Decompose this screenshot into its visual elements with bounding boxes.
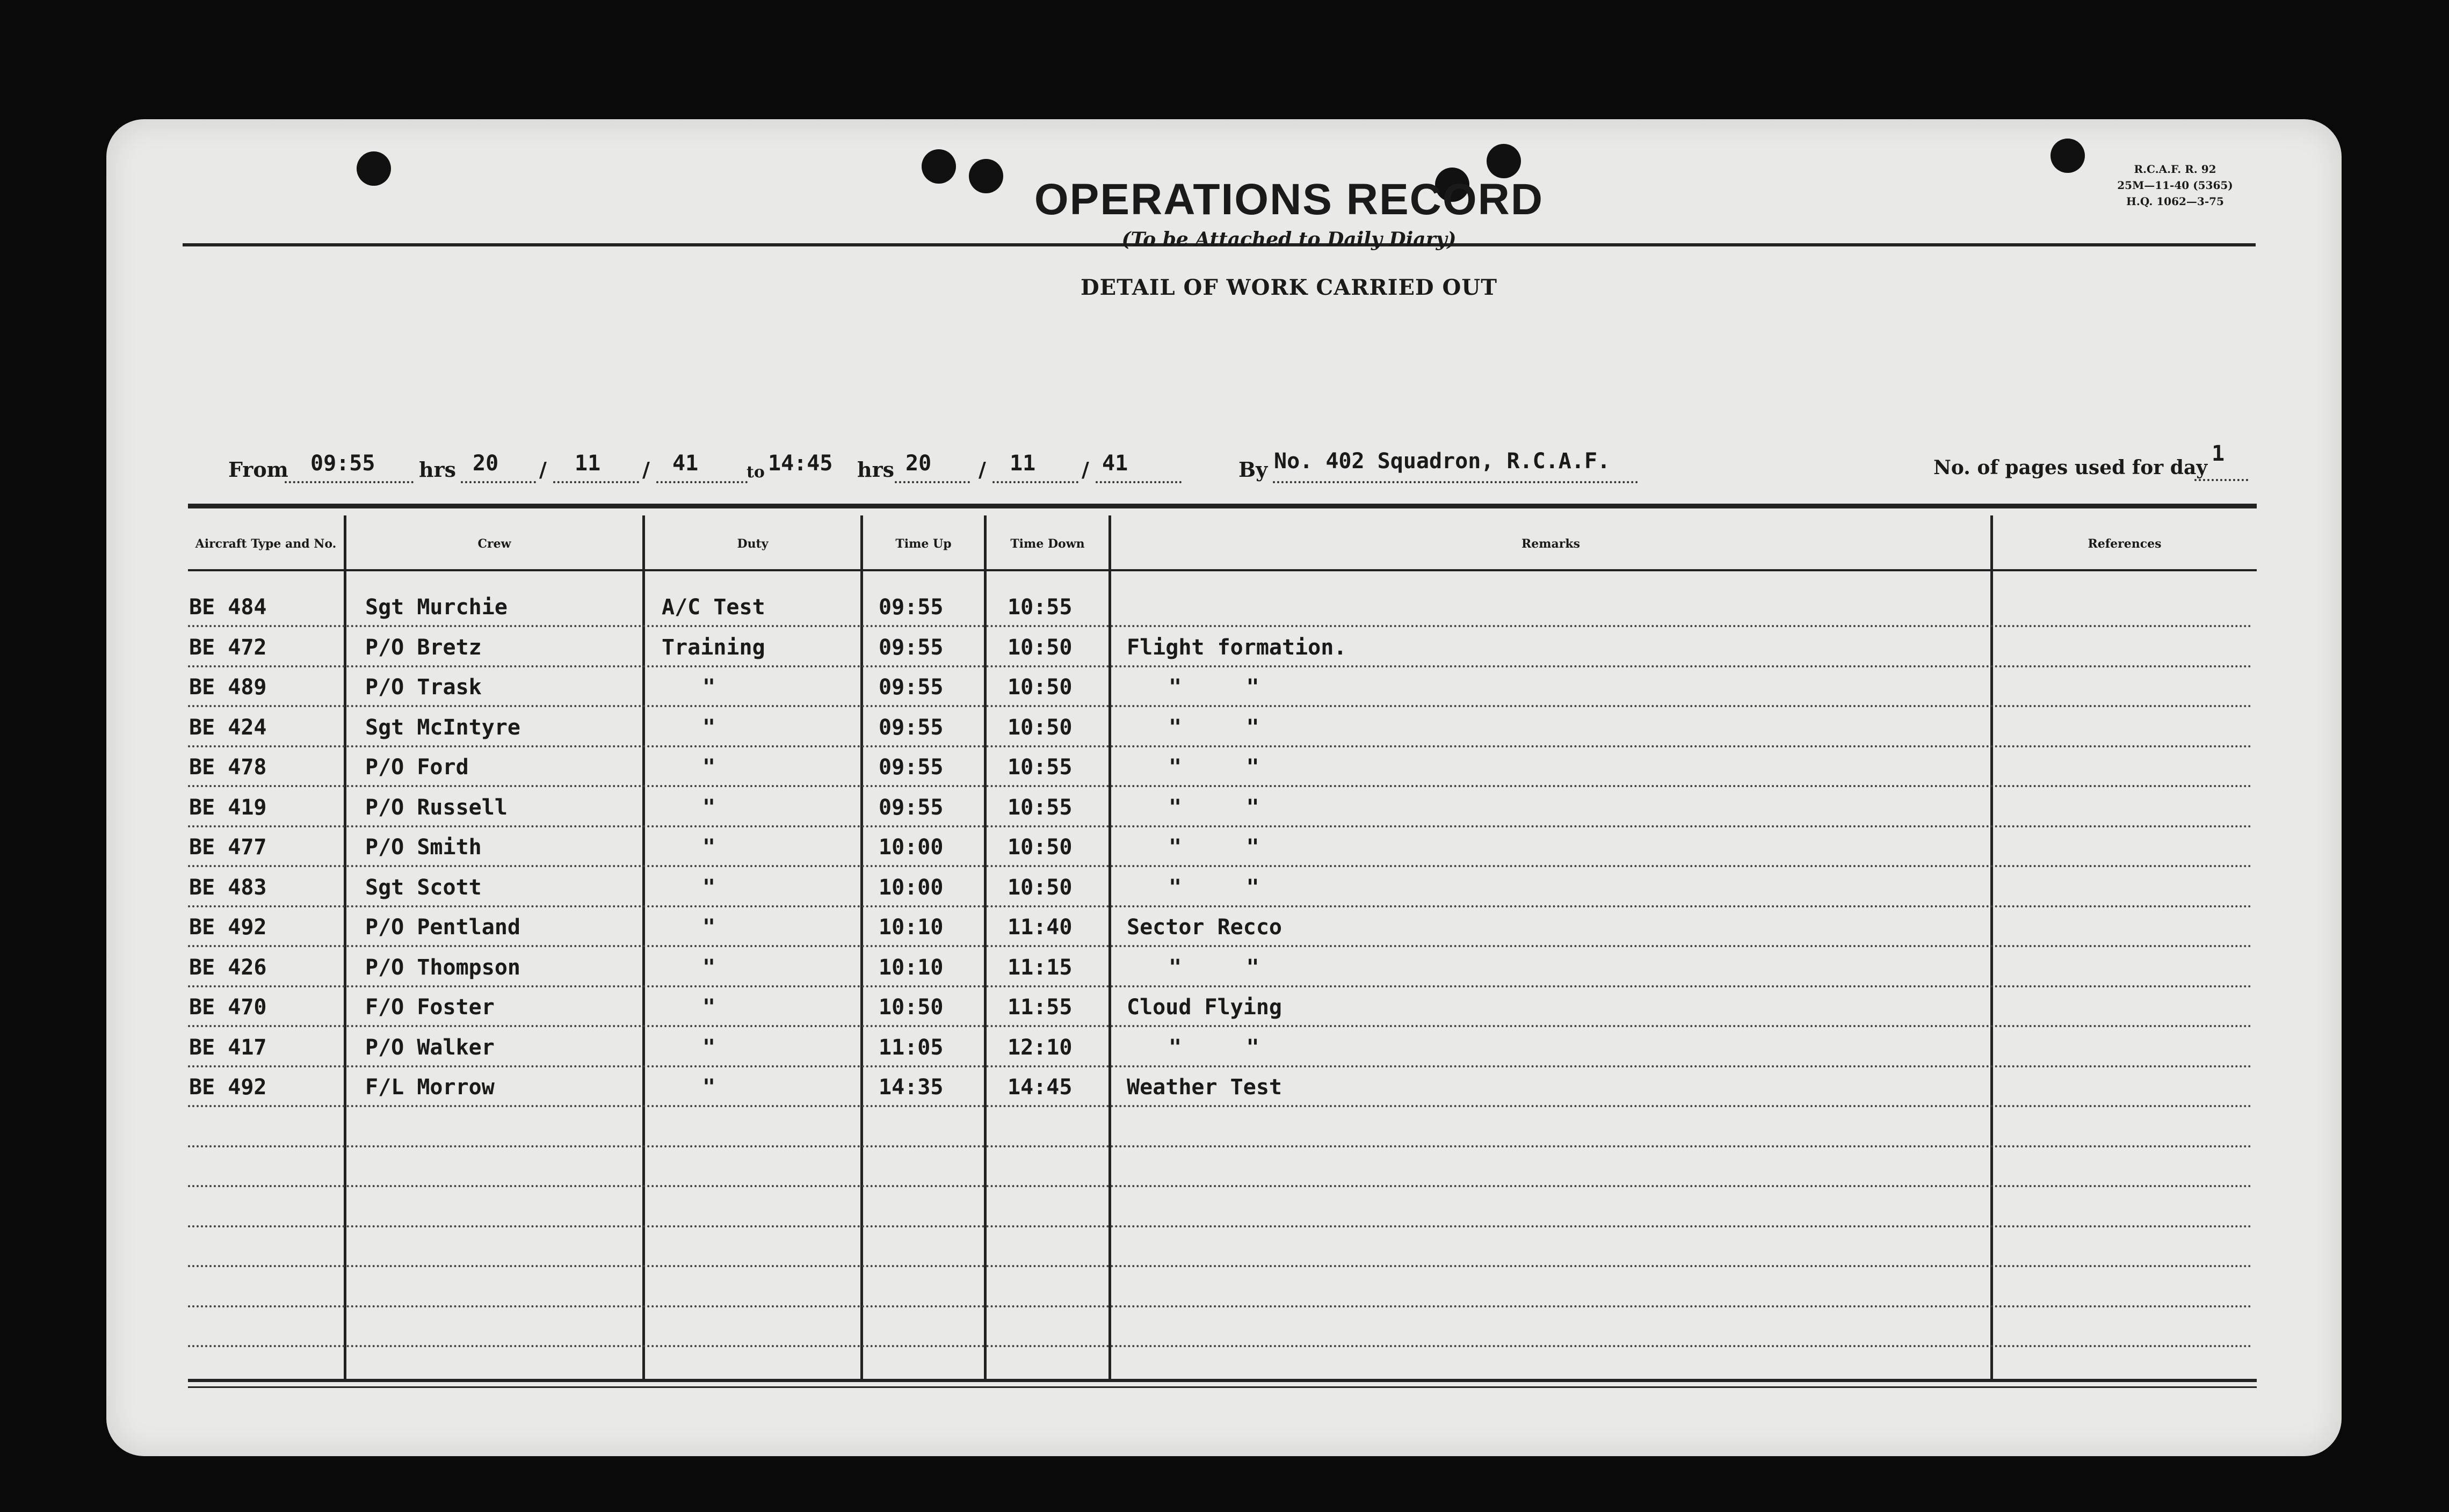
- row-rule: [188, 705, 2253, 707]
- crew-cell: P/O Thompson: [365, 955, 520, 980]
- remarks-cell: " ": [1169, 675, 1259, 700]
- date-slash: /: [642, 457, 650, 482]
- time-down-cell: 12:10: [1008, 1035, 1073, 1060]
- pages-line: [2194, 479, 2248, 481]
- column-divider: [1990, 515, 1993, 1380]
- time-down-cell: 10:50: [1008, 715, 1073, 740]
- crew-cell: Sgt Scott: [365, 875, 482, 900]
- time-down-cell: 10:55: [1008, 795, 1073, 820]
- time-up-cell: 11:05: [879, 1035, 944, 1060]
- aircraft-cell: BE 484: [189, 595, 267, 620]
- squadron-name: No. 402 Squadron, R.C.A.F.: [1274, 449, 1611, 474]
- aircraft-cell: BE 483: [189, 875, 267, 900]
- row-rule: [188, 1105, 2253, 1107]
- page-subtitle: (To be Attached to Daily Diary): [1121, 228, 1457, 251]
- crew-cell: P/O Russell: [365, 795, 508, 820]
- crew-cell: Sgt McIntyre: [365, 715, 520, 740]
- duty-cell: A/C Test: [662, 595, 765, 620]
- time-down-cell: 11:55: [1008, 995, 1073, 1020]
- time-up-cell: 09:55: [879, 755, 944, 780]
- to-year-line: [1096, 481, 1182, 483]
- remarks-cell: " ": [1169, 955, 1259, 980]
- aircraft-cell: BE 472: [189, 635, 267, 660]
- aircraft-cell: BE 470: [189, 995, 267, 1020]
- row-rule: [188, 665, 2253, 667]
- row-rule: [188, 1065, 2253, 1067]
- time-down-cell: 14:45: [1008, 1075, 1073, 1100]
- column-divider: [642, 515, 645, 1380]
- form-reference: [2105, 161, 2245, 209]
- duty-cell: ": [702, 755, 716, 780]
- duty-cell: ": [702, 715, 716, 740]
- duty-cell: Training: [662, 635, 765, 660]
- remarks-cell: Flight formation.: [1127, 635, 1347, 660]
- aircraft-cell: BE 492: [189, 1075, 267, 1100]
- row-rule: [188, 825, 2253, 827]
- duty-cell: ": [702, 995, 716, 1020]
- form-ref-line: 25M—11-40 (5365): [2117, 179, 2233, 192]
- duty-cell: ": [702, 1075, 716, 1100]
- pages-label: No. of pages used for day: [1933, 456, 2208, 479]
- row-rule: [188, 1185, 2253, 1187]
- column-divider: [1108, 515, 1111, 1380]
- col-duty-header: Duty: [737, 537, 769, 551]
- page-title: OPERATIONS RECORD: [1034, 175, 1544, 224]
- from-time: 09:55: [310, 451, 375, 476]
- column-divider: [984, 515, 987, 1380]
- aircraft-cell: BE 492: [189, 915, 267, 940]
- from-month-line: [553, 481, 639, 483]
- col-references-header: References: [2088, 537, 2162, 551]
- crew-cell: P/O Ford: [365, 755, 469, 780]
- row-rule: [188, 945, 2253, 947]
- time-up-cell: 09:55: [879, 675, 944, 700]
- from-time-line: [285, 481, 414, 483]
- punch-hole: [1487, 144, 1521, 178]
- aircraft-cell: BE 478: [189, 755, 267, 780]
- col-remarks-header: Remarks: [1521, 537, 1581, 551]
- remarks-cell: " ": [1169, 875, 1259, 900]
- form-ref-line: H.Q. 1062—3-75: [2126, 195, 2224, 208]
- duty-cell: ": [702, 1035, 716, 1060]
- form-ref-line: R.C.A.F. R. 92: [2134, 163, 2216, 176]
- pages-value: 1: [2212, 441, 2225, 466]
- by-label: By: [1238, 457, 1268, 482]
- row-rule: [188, 905, 2253, 907]
- row-rule: [188, 1225, 2253, 1227]
- remarks-cell: Cloud Flying: [1127, 995, 1282, 1020]
- from-month: 11: [575, 451, 601, 476]
- duty-cell: ": [702, 875, 716, 900]
- duty-cell: ": [702, 675, 716, 700]
- time-down-cell: 10:50: [1008, 675, 1073, 700]
- time-down-cell: 11:40: [1008, 915, 1073, 940]
- to-month: 11: [1010, 451, 1036, 476]
- time-up-cell: 14:35: [879, 1075, 944, 1100]
- from-day: 20: [473, 451, 499, 476]
- from-label: From: [228, 457, 288, 482]
- to-label: to: [747, 463, 765, 482]
- duty-cell: ": [702, 915, 716, 940]
- from-year: 41: [672, 451, 699, 476]
- row-rule: [188, 1025, 2253, 1027]
- col-time-up-header: Time Up: [895, 537, 952, 551]
- remarks-cell: " ": [1169, 1035, 1259, 1060]
- aircraft-cell: BE 489: [189, 675, 267, 700]
- date-slash: /: [539, 457, 547, 482]
- remarks-cell: Sector Recco: [1127, 915, 1282, 940]
- time-up-cell: 09:55: [879, 715, 944, 740]
- by-line: [1273, 481, 1638, 483]
- time-up-cell: 10:10: [879, 955, 944, 980]
- to-day: 20: [905, 451, 932, 476]
- time-down-cell: 10:50: [1008, 835, 1073, 860]
- crew-cell: F/O Foster: [365, 995, 495, 1020]
- time-up-cell: 10:50: [879, 995, 944, 1020]
- remarks-cell: " ": [1169, 835, 1259, 860]
- crew-cell: P/O Bretz: [365, 635, 482, 660]
- date-slash: /: [1082, 457, 1089, 482]
- time-down-cell: 11:15: [1008, 955, 1073, 980]
- remarks-cell: Weather Test: [1127, 1075, 1282, 1100]
- crew-cell: F/L Morrow: [365, 1075, 495, 1100]
- aircraft-cell: BE 424: [189, 715, 267, 740]
- record-card: [106, 119, 2342, 1456]
- crew-cell: Sgt Murchie: [365, 595, 508, 620]
- time-up-cell: 10:00: [879, 875, 944, 900]
- row-rule: [188, 1305, 2253, 1307]
- crew-cell: P/O Walker: [365, 1035, 495, 1060]
- col-time-down-header: Time Down: [1010, 537, 1085, 551]
- time-up-cell: 09:55: [879, 595, 944, 620]
- column-divider: [344, 515, 346, 1380]
- aircraft-cell: BE 477: [189, 835, 267, 860]
- column-divider: [860, 515, 863, 1380]
- time-down-cell: 10:55: [1008, 595, 1073, 620]
- duty-cell: ": [702, 955, 716, 980]
- section-title: DETAIL OF WORK CARRIED OUT: [1080, 275, 1498, 300]
- remarks-cell: " ": [1169, 755, 1259, 780]
- crew-cell: P/O Smith: [365, 835, 482, 860]
- from-year-line: [656, 481, 748, 483]
- header-bottom-rule: [188, 569, 2257, 571]
- duty-cell: ": [702, 795, 716, 820]
- time-down-cell: 10:55: [1008, 755, 1073, 780]
- remarks-cell: " ": [1169, 715, 1259, 740]
- time-up-cell: 09:55: [879, 795, 944, 820]
- crew-cell: P/O Trask: [365, 675, 482, 700]
- time-up-cell: 09:55: [879, 635, 944, 660]
- row-rule: [188, 1345, 2253, 1347]
- row-rule: [188, 745, 2253, 747]
- punch-hole: [357, 151, 391, 186]
- remarks-cell: " ": [1169, 795, 1259, 820]
- row-rule: [188, 1265, 2253, 1267]
- date-slash: /: [979, 457, 986, 482]
- time-up-cell: 10:00: [879, 835, 944, 860]
- row-rule: [188, 865, 2253, 867]
- to-year: 41: [1102, 451, 1128, 476]
- col-crew-header: Crew: [477, 537, 511, 551]
- hrs-label: hrs: [419, 457, 457, 482]
- table-top-rule: [188, 504, 2257, 508]
- aircraft-cell: BE 417: [189, 1035, 267, 1060]
- table-bottom-rule: [188, 1386, 2257, 1388]
- to-time: 14:45: [768, 451, 833, 476]
- row-rule: [188, 625, 2253, 627]
- to-month-line: [992, 481, 1078, 483]
- duty-cell: ": [702, 835, 716, 860]
- to-day-line: [895, 481, 970, 483]
- row-rule: [188, 985, 2253, 987]
- time-down-cell: 10:50: [1008, 875, 1073, 900]
- punch-hole: [2051, 139, 2085, 173]
- row-rule: [188, 1145, 2253, 1147]
- aircraft-cell: BE 419: [189, 795, 267, 820]
- time-down-cell: 10:50: [1008, 635, 1073, 660]
- time-up-cell: 10:10: [879, 915, 944, 940]
- to-hrs-label: hrs: [857, 457, 895, 482]
- crew-cell: P/O Pentland: [365, 915, 520, 940]
- from-day-line: [461, 481, 536, 483]
- aircraft-cell: BE 426: [189, 955, 267, 980]
- table-bottom-rule: [188, 1379, 2257, 1382]
- row-rule: [188, 785, 2253, 787]
- col-aircraft-header: Aircraft Type and No.: [195, 537, 337, 551]
